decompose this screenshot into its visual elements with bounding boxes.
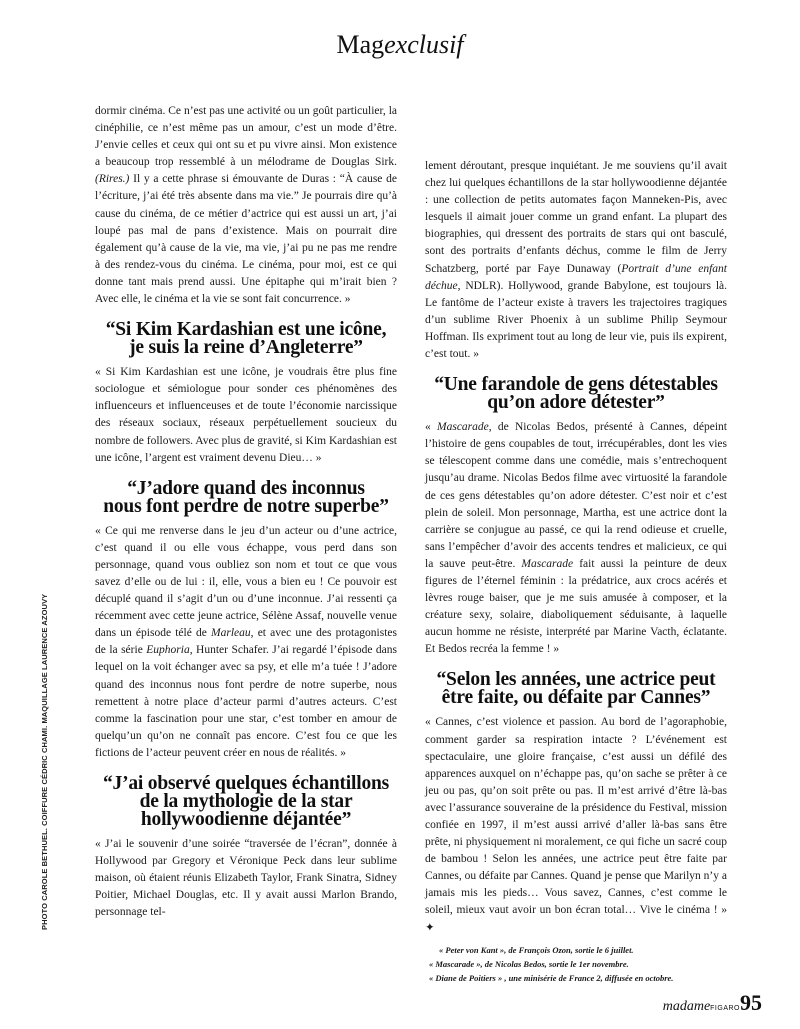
- text-run: «: [425, 421, 438, 434]
- rubric-italic: exclusif: [384, 30, 464, 59]
- footnote: « Diane de Poitiers » , une minisérie de France 2, diffusée en octobre.: [429, 972, 674, 983]
- pull-quote-line: être faite, ou défaite par Cannes”: [441, 687, 711, 709]
- pull-quote-line: “Une farandole de gens détestables: [434, 374, 718, 396]
- pull-quote-farandole: [425, 376, 727, 412]
- left-paragraph-4: « J’ai le souvenir d’une soirée “traversée de l’écran”, donnée à Hollywood par Gregory et Véronique Peck dans leur sublime maison, où étaient réunis Elizabeth Taylor, Frank Sinatra, Sidney Poitier, Michael Douglas, etc. Il y avait aussi Marlon Brando, personnage tel-: [95, 838, 397, 919]
- text-run-italic: Mascarade: [521, 557, 574, 570]
- text-run: dormir cinéma. Ce n’est pas une activité ou un goût particulier, la cinéphilie, ce n’est même pas un amour, c’est un mode d’être. J’envie celles et ceux qui ont su et pu vivre ainsi. Mon existence a beaucoup trop ressemblé à un mélodrame de Douglas Sirk.: [95, 105, 397, 169]
- magazine-brand: FIGARO: [710, 1005, 740, 1012]
- pull-quote-line: “J’adore quand des inconnus: [127, 477, 365, 499]
- text-run: , NDLR). Hollywood, grande Babylone, est toujours là. Le fantôme de l’acteur existe à travers les trajectoires tragiques d’un sublime River Phoenix à un sublime Philip Seymour Hoffman. Ils expriment tout au long de leur vie, puis ils expirent, c’est tout. »: [425, 279, 727, 361]
- page-number: 95: [740, 990, 762, 1015]
- text-run: , de Nicolas Bedos, présenté à Cannes, dépeint l’histoire de gens coupables de tout, irrécupérables, dont les vies se télescopent comme dans une comédie, mais s’entrechoquent jusqu’au drame. Nicolas Bedos filme avec virtuosité la farandole de ces gens détestables qu’on adore détester. C’est noir et c’est plein de soleil. Mon personnage, Martha, est une actrice dont la carrière se conjugue au passé, ce qui la rend odieuse et cruelle, sans l’empêcher d’avoir des accents tendres et malicieux, ce qui la sauve peut-être.: [425, 421, 728, 570]
- right-paragraph-3: « Cannes, c’est violence et passion. Au bord de l’agoraphobie, comment garder sa respiration intacte ? L’événement est spectaculaire, une gloire française, c’est aussi un défilé des apparences auxquel on n’échappe pas, qu’on sache se prêter à ce jeu ou pas, qu’on soit prête ou pas. Il m’est arrivé d’être là-bas avec l’assurance souveraine de la présidence du Festival, mission confiée en 1997, il m’est aussi arrivé d’aller là-bas sans être prête, ni physiquement ni moralement, ce qui fiche un sacré coup de bambou ! Selon les années, une actrice peut être faite par Cannes, ou défaite par Cannes. Quand je pense que Marilyn n’y a jamais mis les pieds… Vous savez, Cannes, c’est comme le soleil, mieux vaut avoir un bon écran total… Vive le cinéma ! » ✦: [425, 716, 727, 934]
- magazine-prefix: madame: [662, 999, 711, 1014]
- text-run-italic: (Rires.): [95, 173, 130, 186]
- text-run: lement déroutant, presque inquiétant. Je me souviens qu’il avait chez lui quelques échantillons de la star hollywoodienne déjantée : une collection de petits automates façon Manneken-Pis, avec lesquels il aimait jouer comme un grand enfant. La plupart des biographies, qui dressent des portraits de stars qui ont basculé, sont des portraits d’enfants déchus, comme le film de Jerry Schatzberg, porté par Faye Dunaway (: [425, 160, 727, 275]
- right-column: [425, 158, 727, 985]
- page-folio: [663, 990, 762, 1016]
- footnote: « Mascarade », de Nicolas Bedos, sortie le 1er novembre.: [429, 958, 629, 969]
- left-column: [95, 103, 397, 921]
- text-run: , et avec une des protagonistes de la série: [95, 627, 397, 657]
- pull-quote-line: “Si Kim Kardashian est une icône,: [105, 319, 387, 341]
- text-run: Il y a cette phrase si émouvante de Duras : “À cause de l’écriture, j’ai été très absente dans ma vie.” Je pourrais dire qu’à cause du cinéma, de ce métier d’actrice qui est aussi un art, j’ai loupé pas mal de pans d’existence. Mais on pourrait dire également qu’à cause de la vie, ma vie, j’ai pu ne pas me rendre à des rendez-vous du cinéma. Le cinéma, pour moi, est ce qui donne tant mais prend aussi. Une épitaphe qui m’irait bien ? Avec elle, le cinéma et la vie se sont fait concurrence. »: [95, 173, 397, 306]
- pull-quote-line: “Selon les années, une actrice peut: [436, 669, 716, 691]
- right-paragraph-2: [425, 419, 727, 658]
- photo-credit: PHOTO CAROLE BETHUEL. COIFFURE CÉDRIC CHAMI. MAQUILLAGE LAURENCE AZOUVY: [40, 593, 49, 930]
- pull-quote-line: nous font perdre de notre superbe”: [103, 495, 389, 517]
- text-run: fait aussi la peinture de deux figures de l’éternel féminin : la prédatrice, aux crocs acérés et lèvres rouge baiser, que je me suis amusée à composer, et la créature sexy, solaire, diaboliquement séduisante, à laquelle aucun homme ne résiste, interprété par Marine Vacth, éclatante. Et Bedos recréa la femme ! »: [425, 557, 727, 656]
- footnote: « Peter von Kant », de François Ozon, sortie le 6 juillet.: [439, 944, 634, 955]
- left-intro-paragraph: [95, 103, 397, 308]
- text-run-italic: Marleau: [211, 627, 251, 640]
- pull-quote-line: je suis la reine d’Angleterre”: [129, 337, 363, 359]
- text-run: « Ce qui me renverse dans le jeu d’un acteur ou d’une actrice, c’est quand il ou elle vous échappe, vous perd dans son personnage, quand vous oubliez son nom et tout ce que vous savez d’elle ou de lui : il, elle, vous a bien eu ! Ce pouvoir est décuplé quand il s’agit d’un ou d’une inconnue. J’ai ressenti ça récemment avec cette jeune actrice, Sélène Assaf, nouvelle venue dans un épisode télé de: [95, 524, 397, 640]
- rubric-main: Mag: [336, 30, 385, 59]
- left-paragraph-3: [95, 523, 397, 762]
- pull-quote-inconnus: [95, 477, 397, 517]
- pull-quote-line: de la mythologie de la star: [139, 791, 353, 812]
- text-run-italic: Euphoria: [146, 644, 190, 657]
- pull-quote-line: qu’on adore détester”: [487, 392, 665, 414]
- pull-quote-kardashian: [95, 321, 397, 357]
- left-paragraph-2: « Si Kim Kardashian est une icône, je voudrais être plus fine sociologue et sémiologue pour sonder ces phénomènes des influenceurs et influenceuses et de toute l’économie narcissique des réseaux sociaux, réseaux perpétuellement soucieux du nombre de followers. Avec plus de gravité, si Kim Kardashian est une icône, l’argent est vraiment devenu Dieu… »: [95, 366, 397, 464]
- text-run-italic: Portrait d’une enfant déchue: [425, 262, 727, 292]
- pull-quote-line: “J’ai observé quelques échantillons: [102, 773, 390, 794]
- rubric-title: [0, 30, 800, 60]
- right-paragraph-1: [425, 158, 727, 363]
- pull-quote-line: hollywoodienne déjantée”: [140, 809, 352, 830]
- text-run: , Hunter Schafer. J’ai regardé l’épisode dans lequel on la voit échanger avec sa psy, et elle m’a tuée ! J’adore quand des inconnus nous font perdre de notre superbe, nous remettent à notre place d’acteur parmi d’autres acteurs. C’est comme la fascination pour une star, c’est tomber en amour de quelqu’un qu’on ne connaît pas encore. C’est fou ce que les fictions de l’acteur peuvent créer en nous de réalités. »: [95, 644, 397, 759]
- pull-quote-cannes: [425, 671, 727, 707]
- footnotes: [425, 943, 727, 985]
- pull-quote-hollywood: [95, 775, 397, 829]
- text-run-italic: Mascarade: [437, 421, 489, 434]
